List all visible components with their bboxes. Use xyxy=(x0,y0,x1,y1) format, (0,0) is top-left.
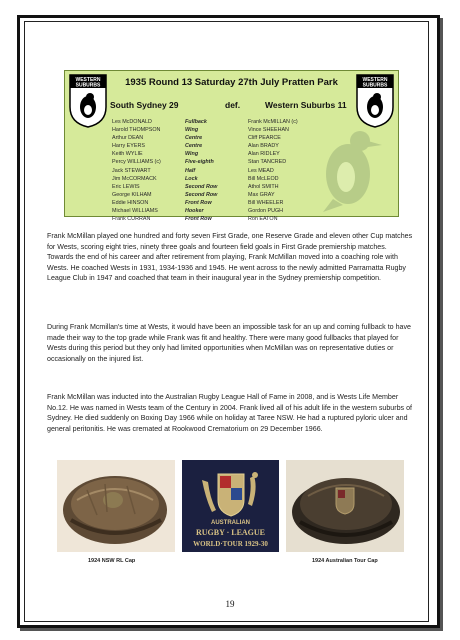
away-player: Alan RIDLEY xyxy=(248,151,280,158)
away-player: Ron EATON xyxy=(248,216,278,223)
position: Centre xyxy=(185,135,203,142)
position: Hooker xyxy=(185,208,204,215)
page-number: 19 xyxy=(225,599,235,609)
australian-cap-photo xyxy=(286,460,404,552)
position: Five-eighth xyxy=(185,159,214,166)
crest-caption-middle: RUGBY · LEAGUE xyxy=(195,528,266,537)
away-player: Bill McLEOD xyxy=(248,175,279,182)
away-player: Vince SHEEHAN xyxy=(248,127,289,134)
home-player: Jim McCORMACK xyxy=(112,175,157,182)
match-title: 1935 Round 13 Saturday 27th July Pratten Park xyxy=(125,77,338,88)
paragraph-coaching: Frank McMillan played one hundred and forty seven First Grade, one Reserve Grade and eleven other Cup matches for Wests, scoring eight tries, ninety three goals and fourteen field goals in First Grade premiership matches. Towards the end of his career and after retirement from playing, Frank McMillan moved into a coaching role with Wests. He coached Wests in 1931, 1934-1936 and 1945. He went across to the newly admitted Parramatta Rugby League Club in 1947 and coached that team in their inaugural year in the Sydney premiership competition. xyxy=(47,232,413,282)
home-player: Michael WILLIAMS xyxy=(112,208,158,215)
svg-text:WESTERN: WESTERN xyxy=(75,77,101,83)
home-player: Arthur DEAN xyxy=(112,135,144,142)
caption-nsw-cap: 1924 NSW RL Cap xyxy=(88,558,136,564)
away-player: Stan TANCRED xyxy=(248,159,287,166)
svg-text:SUBURBS: SUBURBS xyxy=(362,82,388,89)
away-player: Les MEAD xyxy=(248,167,274,174)
magpie-watermark xyxy=(308,119,388,214)
home-player: Keith WYLIE xyxy=(112,151,143,158)
away-team-score: Western Suburbs 11 xyxy=(265,100,347,110)
position: Wing xyxy=(185,127,199,134)
home-player: Harold THOMPSON xyxy=(112,127,161,134)
svg-text:SUBURBS: SUBURBS xyxy=(75,82,101,89)
position: Second Row xyxy=(185,191,218,198)
position: Wing xyxy=(185,151,199,158)
crest-caption-top: AUSTRALIAN xyxy=(211,520,250,526)
home-player: George KILHAM xyxy=(112,191,152,198)
away-player: Gordon PUGH xyxy=(248,208,284,215)
position: Front Row xyxy=(185,199,212,206)
home-team-score: South Sydney 29 xyxy=(110,100,179,110)
away-player: Alan BRADY xyxy=(248,143,279,150)
defeated-label: def. xyxy=(225,100,241,110)
away-player: Max GRAY xyxy=(248,191,275,198)
position-list xyxy=(185,118,217,223)
away-player: Bill WHEELER xyxy=(248,199,284,206)
away-player: Cliff PEARCE xyxy=(248,135,281,142)
away-player: Athol SMITH xyxy=(248,183,279,190)
home-player: Percy WILLIAMS (c) xyxy=(112,159,161,166)
team-sheet xyxy=(64,70,399,223)
crest-caption-bottom: WORLD·TOUR 1929-30 xyxy=(193,540,268,548)
position: Front Row xyxy=(185,216,212,223)
position: Half xyxy=(185,167,196,174)
australian-tour-crest-photo xyxy=(182,460,279,552)
home-player: Harry EYERS xyxy=(112,143,145,150)
position: Lock xyxy=(185,175,198,182)
paragraph-fullbacks: During Frank Mcmillan's time at Wests, it would have been an impossible task for an up and coming fullback to have made their way to the top grade while Frank was fit and healthy. There were many good fullbacks that played for Wests during this period but they only had limited opportunities when McMillan was on representative duties or occasionally on the injured list. xyxy=(47,323,411,363)
nsw-cap-photo xyxy=(57,460,175,552)
home-player: Les McDONALD xyxy=(112,119,152,125)
away-player: Frank McMILLAN (c) xyxy=(248,119,298,125)
caption-australian-cap: 1924 Australian Tour Cap xyxy=(312,558,378,564)
position: Fullback xyxy=(185,119,207,125)
home-player: Eric LEWIS xyxy=(112,183,140,190)
position: Centre xyxy=(185,143,203,150)
wests-badge-left xyxy=(68,73,108,129)
home-player: Eddie HINSON xyxy=(112,199,149,206)
paragraph-hall-of-fame: Frank McMillan was inducted into the Australian Rugby League Hall of Fame in 2008, and is Wests Life Member No.12. He was named in Wests team of the Century in 2004. Frank lived all of his adult life in the western suburbs of Sydney. He died suddenly on Boxing Day 1966 while on holiday at Taree NSW. He had a ruptured pyloric ulcer and general peritonitis. He was cremated at Rookwood Crematorium on 29 December 1966. xyxy=(47,393,412,433)
svg-text:WESTERN: WESTERN xyxy=(362,77,388,83)
home-player: Jack STEWART xyxy=(112,167,151,174)
home-player-list xyxy=(112,118,161,223)
away-player-list xyxy=(248,118,298,223)
home-player: Frank CURRAN xyxy=(112,216,151,223)
position: Second Row xyxy=(185,183,218,190)
